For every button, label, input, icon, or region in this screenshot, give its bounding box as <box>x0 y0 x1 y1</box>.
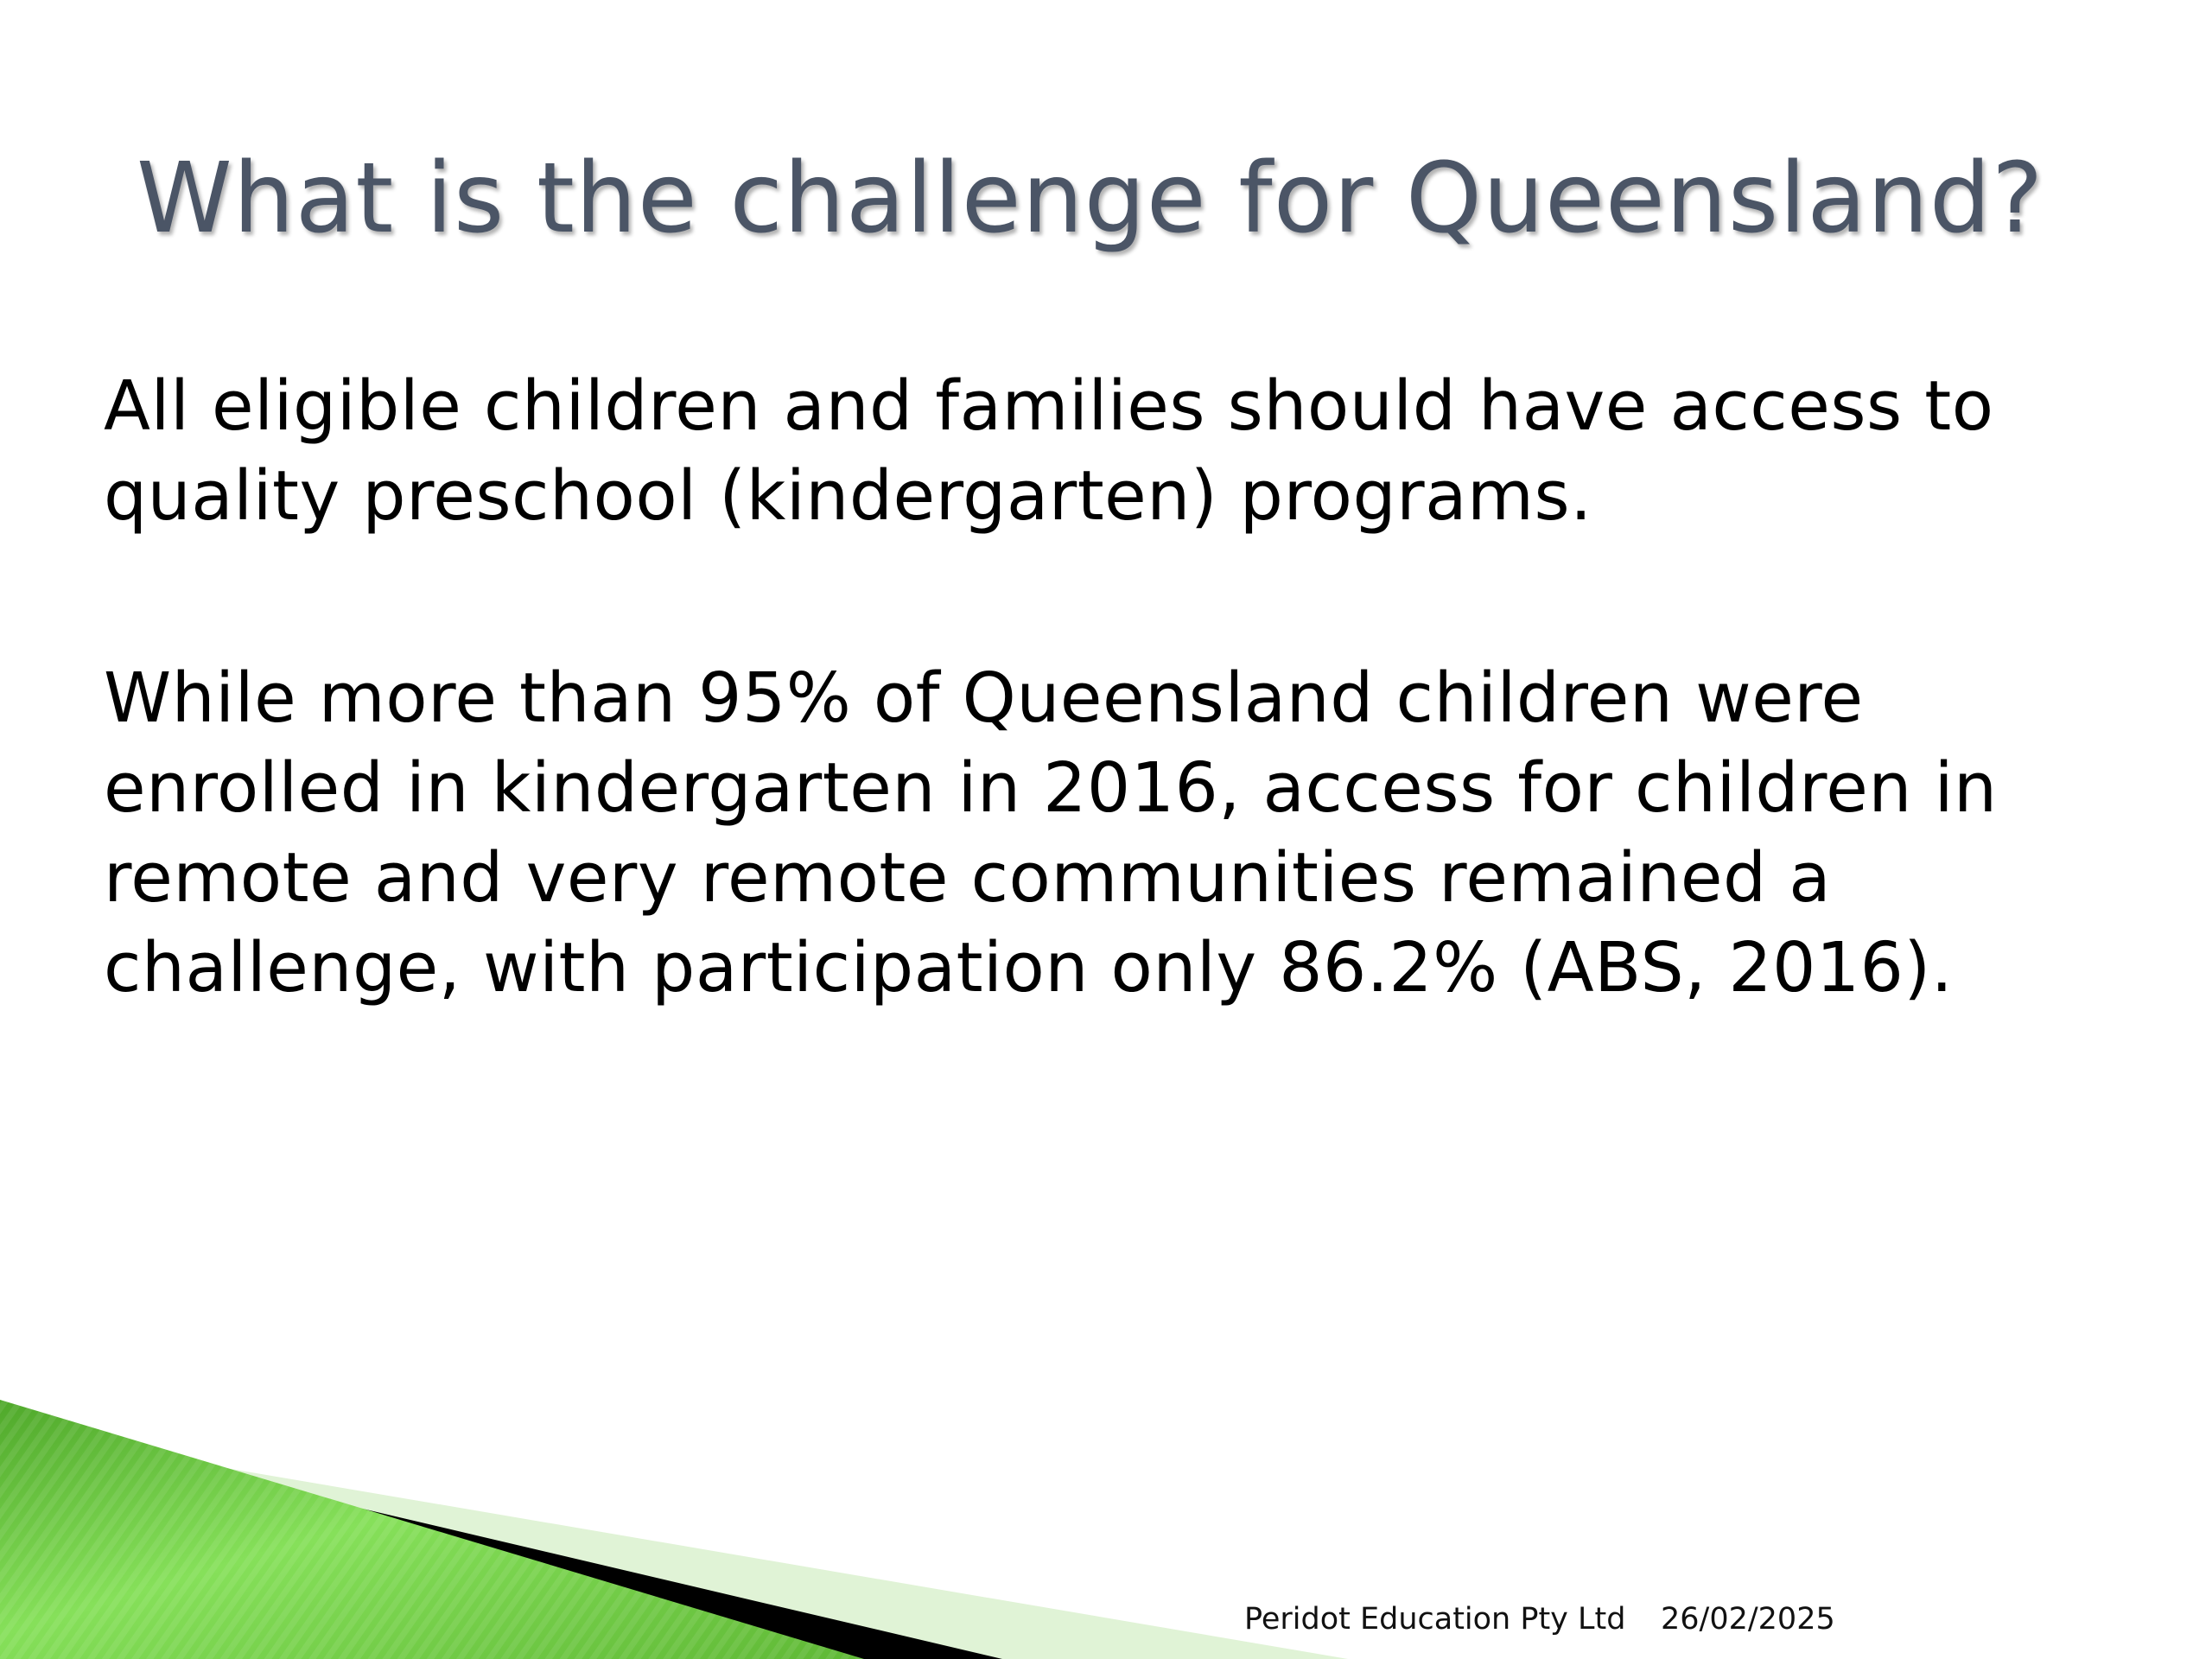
paragraph-access: All eligible children and families should have access to quality preschool (kindergarten) programs. <box>104 366 1994 536</box>
paragraph-participation: While more than 95% of Queensland children were enrolled in kindergarten in 2016, access for children in remote and very remote communities remained a challenge, with participation only 86.2% (ABS, 2016). <box>104 658 1998 1007</box>
slide-title: What is the challenge for Queensland? <box>137 143 2044 255</box>
footer-date: 26/02/2025 <box>1661 1602 1835 1637</box>
corner-decoration <box>0 1382 2212 1659</box>
slide-body <box>104 361 2160 1125</box>
footer-organization: Peridot Education Pty Ltd <box>1244 1602 1626 1637</box>
